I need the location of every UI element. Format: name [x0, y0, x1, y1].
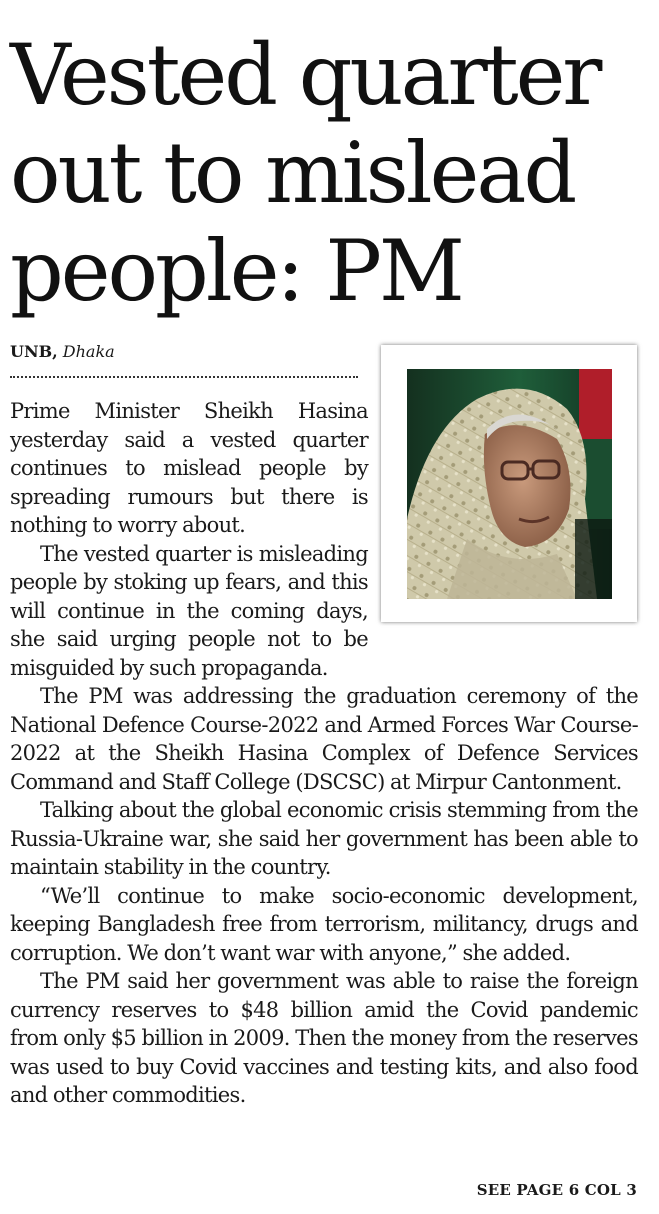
headline-line-2: out to mislead	[10, 124, 575, 222]
headline-line-3: people: PM	[10, 222, 462, 320]
article-body	[10, 397, 638, 1110]
byline-city: Dhaka	[62, 342, 115, 361]
headline	[10, 26, 650, 320]
paragraph-4: Talking about the global economic crisis stemming from the Russia-Ukraine war, she said her government has been able to maintain stability in the country.	[10, 798, 638, 879]
byline-divider	[10, 376, 358, 378]
paragraph-5: “We’ll continue to make socio-economic development, keeping Bangladesh free from terrorism, militancy, drugs and corruption. We don’t want war with anyone,” she added.	[10, 883, 638, 965]
paragraph-1: Prime Minister Sheikh Hasina yesterday said a vested quarter continues to mislead people by spreading rumours but there is nothing to worry about.	[10, 399, 368, 537]
paragraph-6: The PM said her government was able to raise the foreign currency reserves to $48 billion amid the Covid pandemic from only $5 billion in 2009. Then the money from the reserves was used to buy Covid vaccines and testing kits, and also food and other commodities.	[10, 969, 638, 1107]
byline-agency: UNB,	[10, 342, 58, 361]
headline-line-1: Vested quarter	[10, 26, 600, 124]
byline	[10, 342, 115, 362]
continuation-reference: SEE PAGE 6 COL 3	[476, 1181, 637, 1199]
paragraph-3: The PM was addressing the graduation ceremony of the National Defence Course-2022 and Armed Forces War Course-2022 at the Sheikh Hasina Complex of Defence Services Command and Staff College (DSCSC) at Mirpur Cantonment.	[10, 684, 638, 794]
paragraph-2: The vested quarter is misleading people by stoking up fears, and this will continue in the coming days, she said urging people not to be misguided by such propaganda.	[10, 541, 368, 680]
